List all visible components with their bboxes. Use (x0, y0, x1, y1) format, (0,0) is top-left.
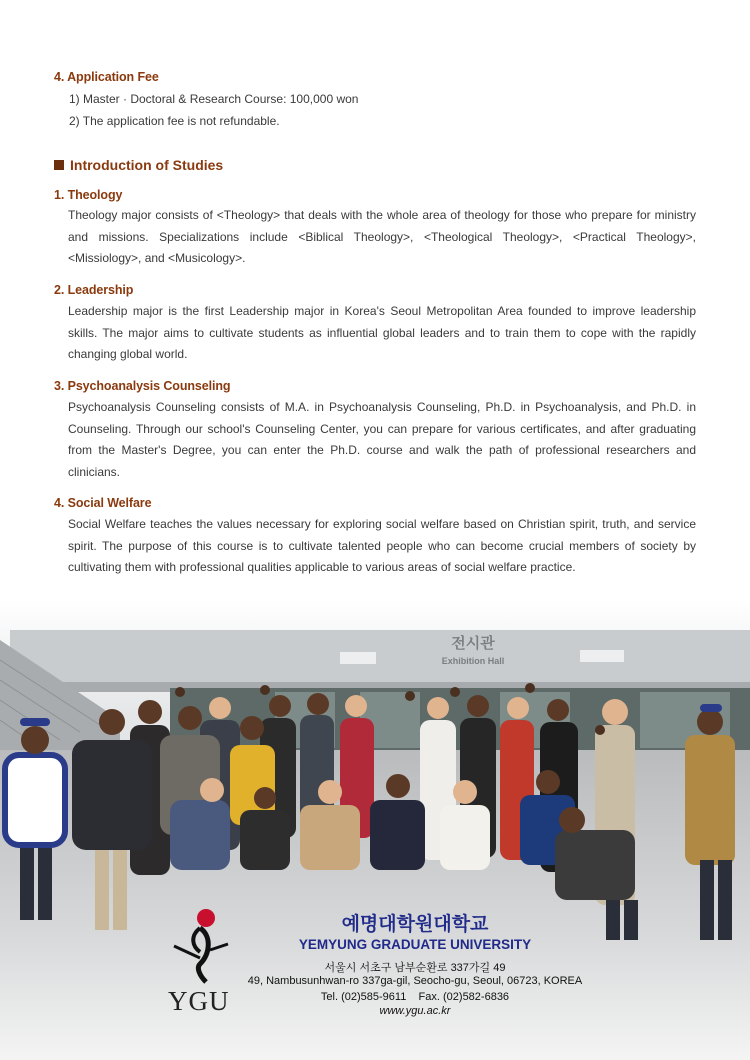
theology-heading: 1. Theology (54, 188, 123, 202)
ygu-logo-mark (170, 906, 230, 984)
psychoanalysis-heading: 3. Psychoanalysis Counseling (54, 379, 231, 393)
university-name-ko: 예명대학원대학교 (341, 914, 489, 935)
building-sign-en: Exhibition Hall (441, 656, 505, 666)
social-welfare-text: Social Welfare teaches the values necessary for exploring social welfare based on Christian spirit, truth, and service spirit. The purpose of this course is to cultivate talented people who can become crucial members of society by cultivating them with professional qualities applicable to various areas of social welfare practice. (68, 517, 696, 574)
address-en: 49, Nambusunhwan-ro 337ga-gil, Seocho-gu, Seoul, 06723, KOREA (247, 975, 583, 987)
website-link[interactable]: www.ygu.ac.kr (379, 1005, 451, 1017)
square-bullet-icon (54, 160, 64, 170)
introduction-heading-text: Introduction of Studies (70, 157, 224, 173)
application-fee-heading: 4. Application Fee (54, 70, 159, 84)
contact-info: Tel. (02)585-9611 Fax. (02)582-6836 (320, 991, 510, 1003)
social-welfare-heading: 4. Social Welfare (54, 496, 152, 510)
introduction-heading (54, 157, 223, 173)
leadership-text: Leadership major is the first Leadership major in Korea's Seoul Metropolitan Area founded to improve leadership skills. The major aims to cultivate students as influential global leaders and to train them to cope with the rapidly changing global world. (68, 304, 696, 361)
fee-item-1: 1) Master · Doctoral & Research Course: 100,000 won (69, 92, 359, 106)
leadership-heading: 2. Leadership (54, 283, 134, 297)
psychoanalysis-text: Psychoanalysis Counseling consists of M.A. in Psychoanalysis Counseling, Ph.D. in Psychoanalysis, and Ph.D. in Counseling. Through our school's Counseling Center, you can prepare for various certificates, and after graduating from the Master's Degree, you can enter the Ph.D. course and walk the path of professional researchers and clinicians. (68, 400, 696, 479)
building-sign-ko: 전시관 (451, 634, 495, 652)
address-ko: 서울시 서초구 남부순환로 337가길 49 (324, 962, 506, 974)
ygu-logo-text: YGU (168, 986, 230, 1016)
fee-item-2: 2) The application fee is not refundable. (69, 114, 280, 128)
university-name-en: YEMYUNG GRADUATE UNIVERSITY (298, 937, 532, 952)
theology-text: Theology major consists of <Theology> that deals with the whole area of theology for those who prepare for ministry and missions. Specializations include <Biblical Theology>, <Theological Theology>, <Practical Theology>, <Missiology>, and <Musicology>. (68, 208, 696, 265)
